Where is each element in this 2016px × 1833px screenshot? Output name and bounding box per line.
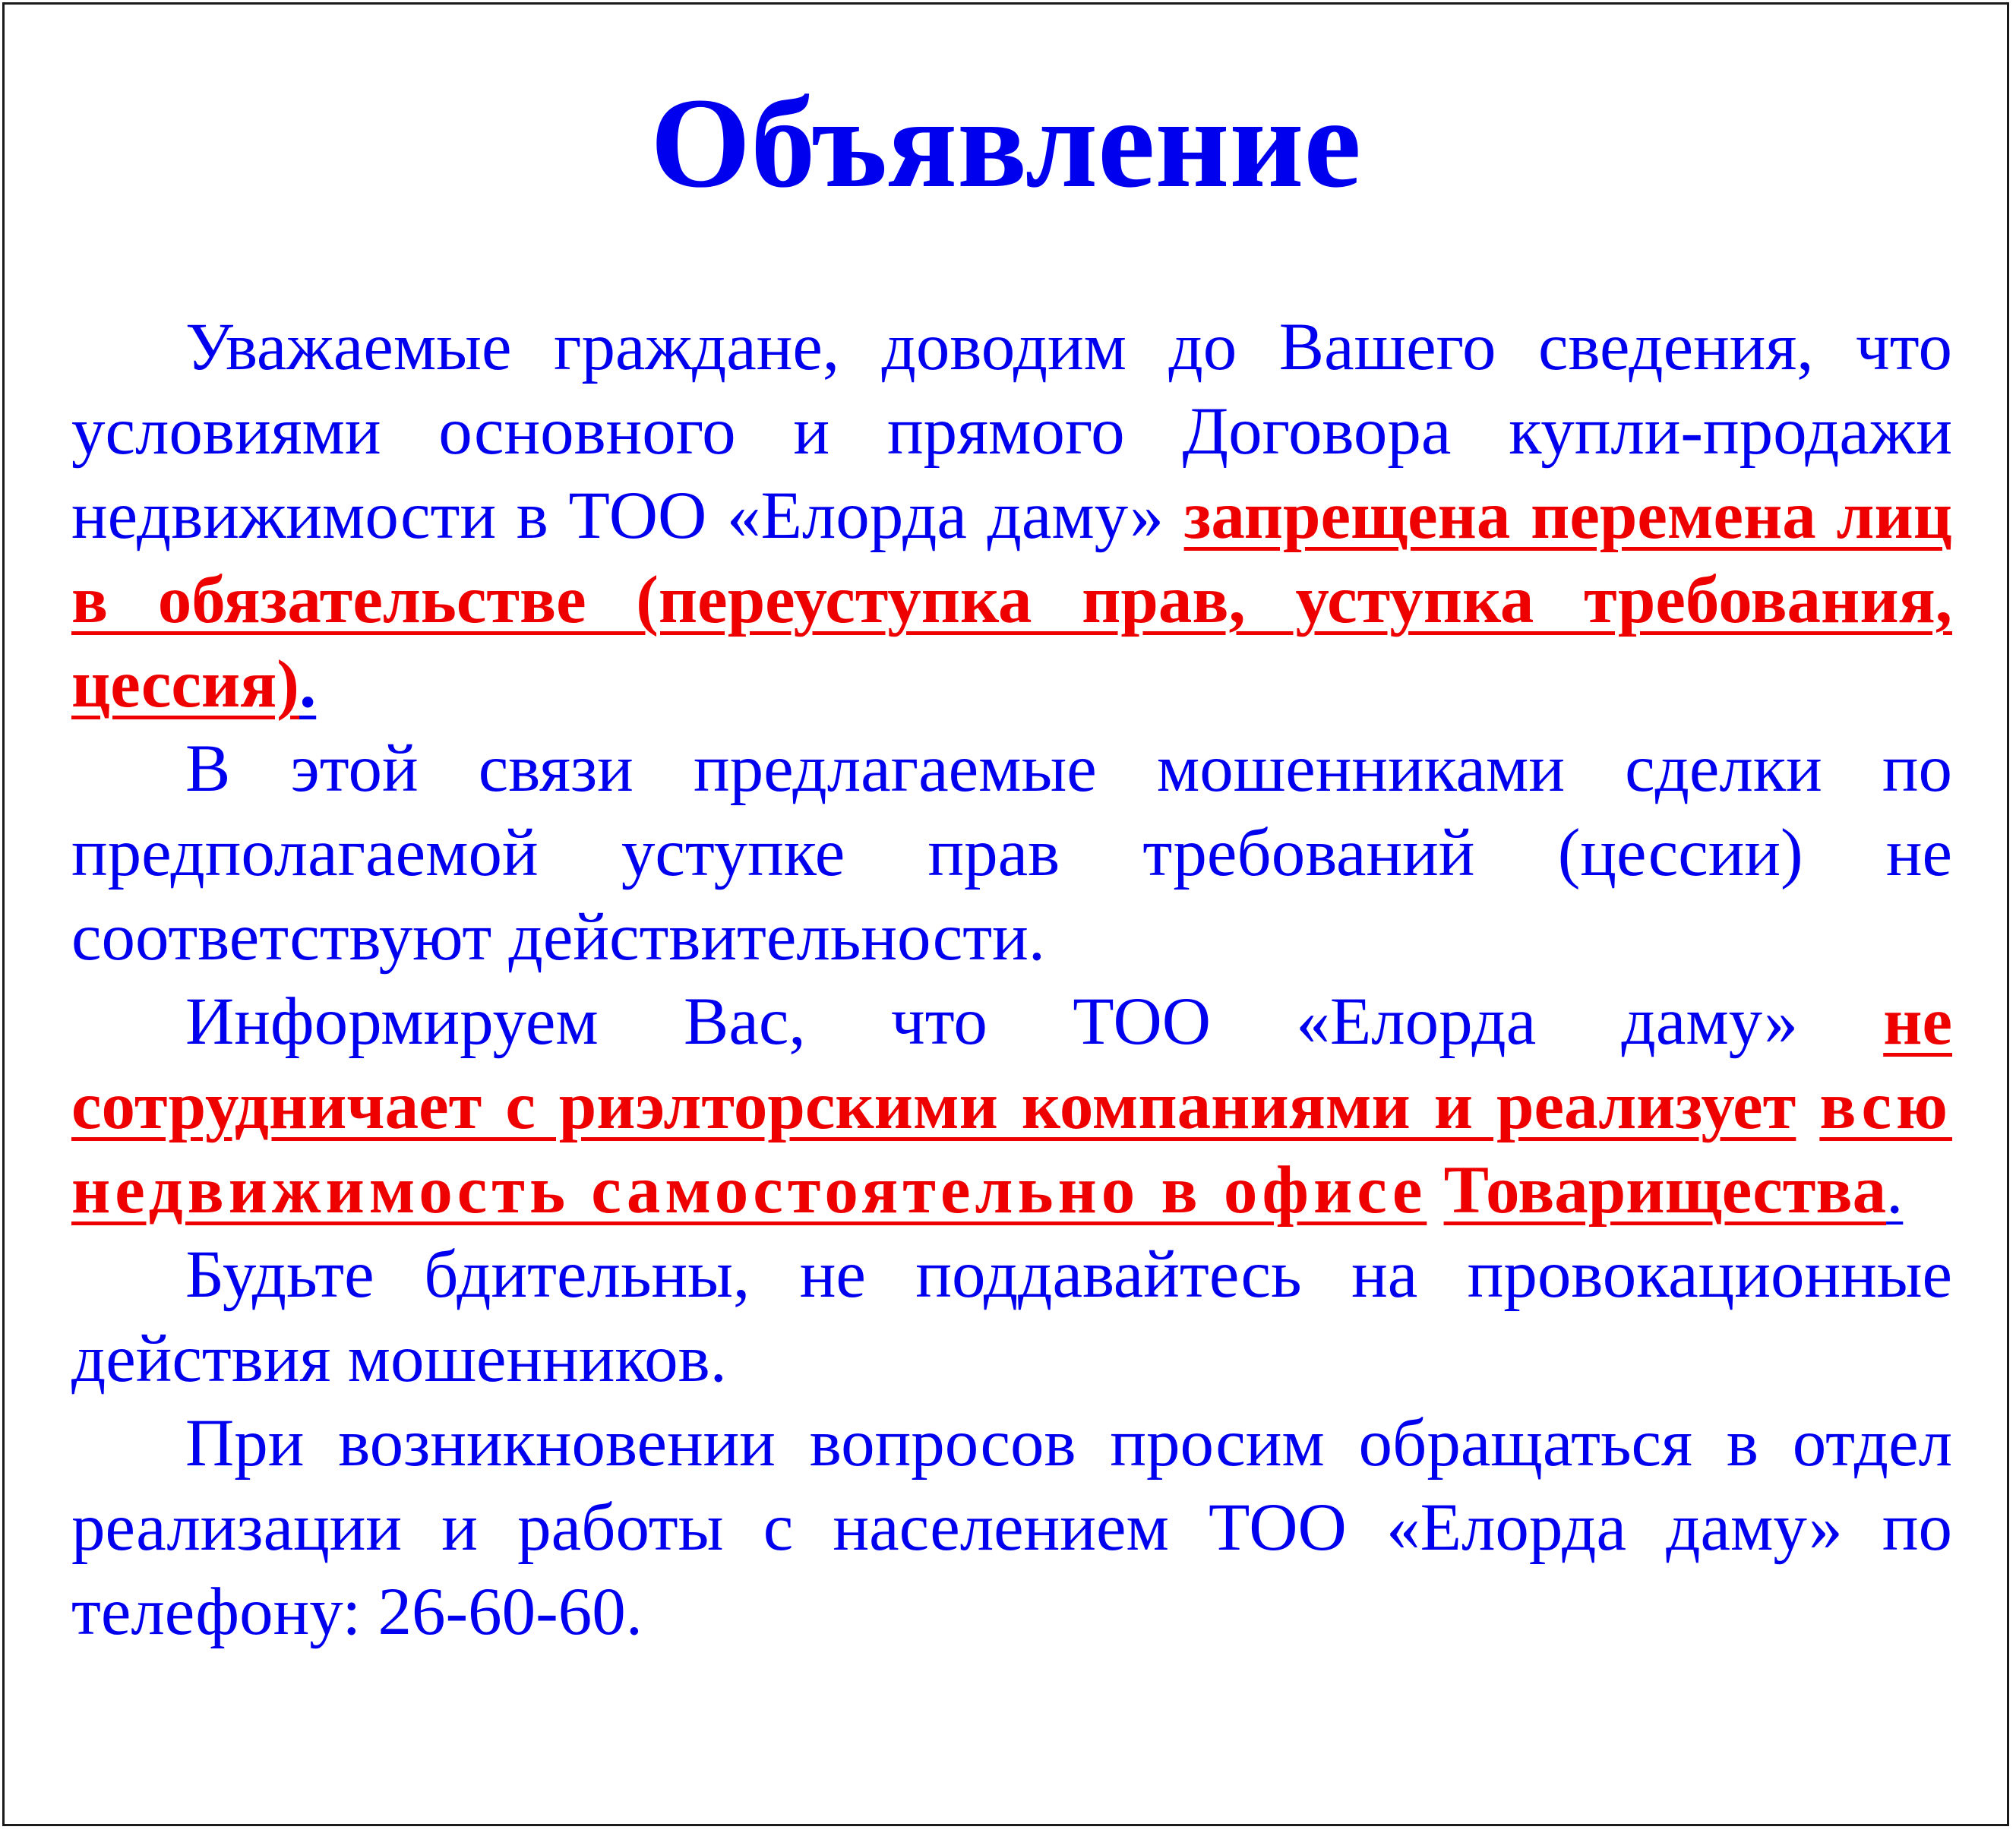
paragraph-vigilance xyxy=(71,1233,1952,1402)
notice-body xyxy=(71,305,1952,1654)
paragraph-no-realtors xyxy=(71,980,1952,1233)
notice-title: Объявление xyxy=(650,71,1361,214)
paragraph-prohibition xyxy=(71,305,1952,727)
paragraph-prohibition-text: Уважаемые граждане, доводим до Вашего сведения, что условиями основного и прямого Договора купли-продажи недвижимости в ТОО «Елорда даму» xyxy=(71,310,1952,553)
office-warning: Товарищества xyxy=(1443,1153,1887,1228)
prohibition-period: . xyxy=(299,647,317,722)
no-realtors-warning: не сотрудничает с риэлторскими компаниями и реализует xyxy=(71,984,1952,1143)
notice-frame xyxy=(2,2,2009,1826)
self-sales-warning: всю недвижимость самостоятельно в офисе xyxy=(71,1069,1953,1228)
paragraph-contact-text: При возникновении вопросов просим обращаться в отдел реализации и работы с населением ТОО «Елорда даму» по телефону: 26-60-60. xyxy=(71,1406,1952,1649)
paragraph-contact xyxy=(71,1402,1952,1654)
paragraph-fraud-deals xyxy=(71,727,1952,980)
paragraph-fraud-deals-text: В этой связи предлагаемые мошенниками сделки по предполагаемой уступке прав требований (цессии) не соответствуют действительности. xyxy=(71,732,1952,975)
paragraph-vigilance-text: Будьте бдительны, не поддавайтесь на провокационные действия мошенников. xyxy=(71,1237,1952,1396)
prohibition-warning: запрещена перемена лиц в обязательстве (переуступка прав, уступка требования, цессия) xyxy=(71,479,1953,722)
no-realtors-period: . xyxy=(1886,1153,1904,1228)
paragraph-no-realtors-text: Информируем Вас, что ТОО «Елорда даму» xyxy=(185,984,1884,1059)
